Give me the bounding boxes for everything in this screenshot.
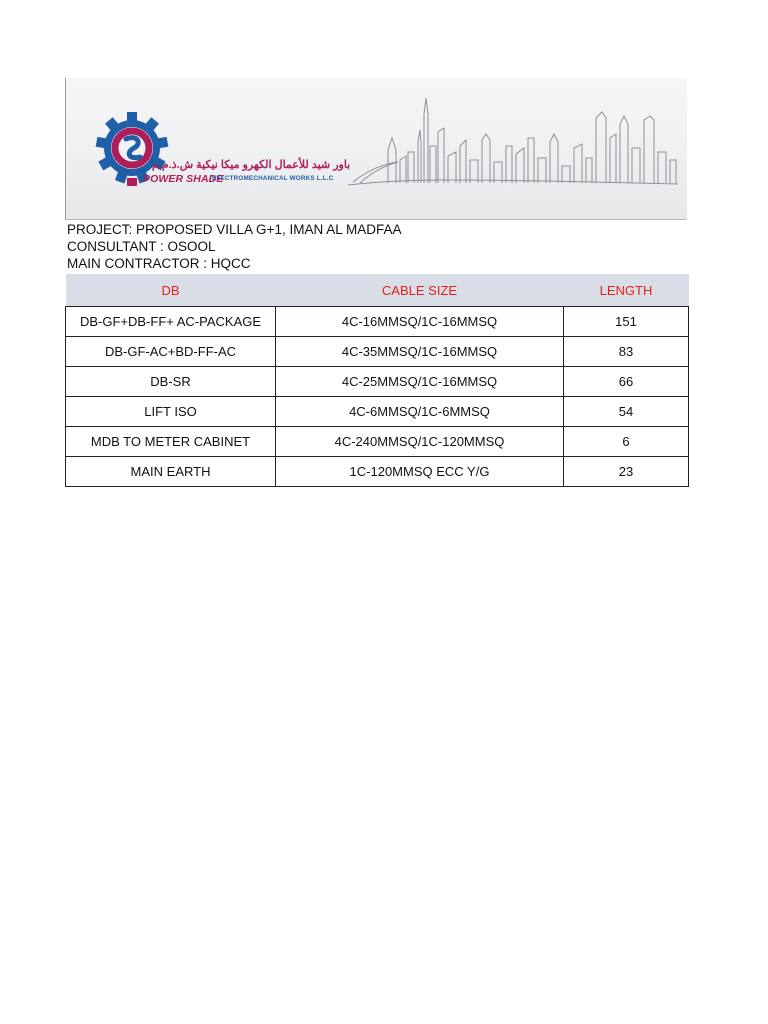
cell-cable-size: 1C-120MMSQ ECC Y/G xyxy=(276,457,564,487)
column-header-db: DB xyxy=(66,274,276,307)
cell-db: LIFT ISO xyxy=(66,397,276,427)
consultant-line: CONSULTANT : OSOOL xyxy=(67,239,216,254)
company-arabic-name: باور شيد للأعمال الكهرو ميكا نيكية ش.ذ.م.م xyxy=(152,159,351,171)
cell-cable-size: 4C-35MMSQ/1C-16MMSQ xyxy=(276,337,564,367)
table-row xyxy=(66,367,689,397)
company-name: POWER SHADE xyxy=(143,173,224,185)
cell-cable-size: 4C-25MMSQ/1C-16MMSQ xyxy=(276,367,564,397)
table-row xyxy=(66,457,689,487)
table-row xyxy=(66,397,689,427)
cell-length: 23 xyxy=(564,457,689,487)
city-skyline-illustration xyxy=(348,90,678,190)
table-row xyxy=(66,337,689,367)
company-subtitle: ELECTROMECHANICAL WORKS L.L.C xyxy=(212,175,334,182)
table-row xyxy=(66,307,689,337)
cell-db: MDB TO METER CABINET xyxy=(66,427,276,457)
cable-schedule-table xyxy=(65,274,689,487)
table-row xyxy=(66,427,689,457)
table-header-row xyxy=(66,274,689,307)
main-contractor-line: MAIN CONTRACTOR : HQCC xyxy=(67,256,251,271)
cell-cable-size: 4C-240MMSQ/1C-120MMSQ xyxy=(276,427,564,457)
cell-length: 66 xyxy=(564,367,689,397)
cell-db: DB-SR xyxy=(66,367,276,397)
cell-cable-size: 4C-16MMSQ/1C-16MMSQ xyxy=(276,307,564,337)
cell-length: 83 xyxy=(564,337,689,367)
project-line: PROJECT: PROPOSED VILLA G+1, IMAN AL MADFAA xyxy=(67,222,402,237)
cell-length: 151 xyxy=(564,307,689,337)
cell-db: MAIN EARTH xyxy=(66,457,276,487)
column-header-cable-size: CABLE SIZE xyxy=(276,274,564,307)
cell-cable-size: 4C-6MMSQ/1C-6MMSQ xyxy=(276,397,564,427)
cell-length: 6 xyxy=(564,427,689,457)
cell-length: 54 xyxy=(564,397,689,427)
cell-db: DB-GF+DB-FF+ AC-PACKAGE xyxy=(66,307,276,337)
column-header-length: LENGTH xyxy=(564,274,689,307)
cell-db: DB-GF-AC+BD-FF-AC xyxy=(66,337,276,367)
header-banner xyxy=(65,78,687,220)
